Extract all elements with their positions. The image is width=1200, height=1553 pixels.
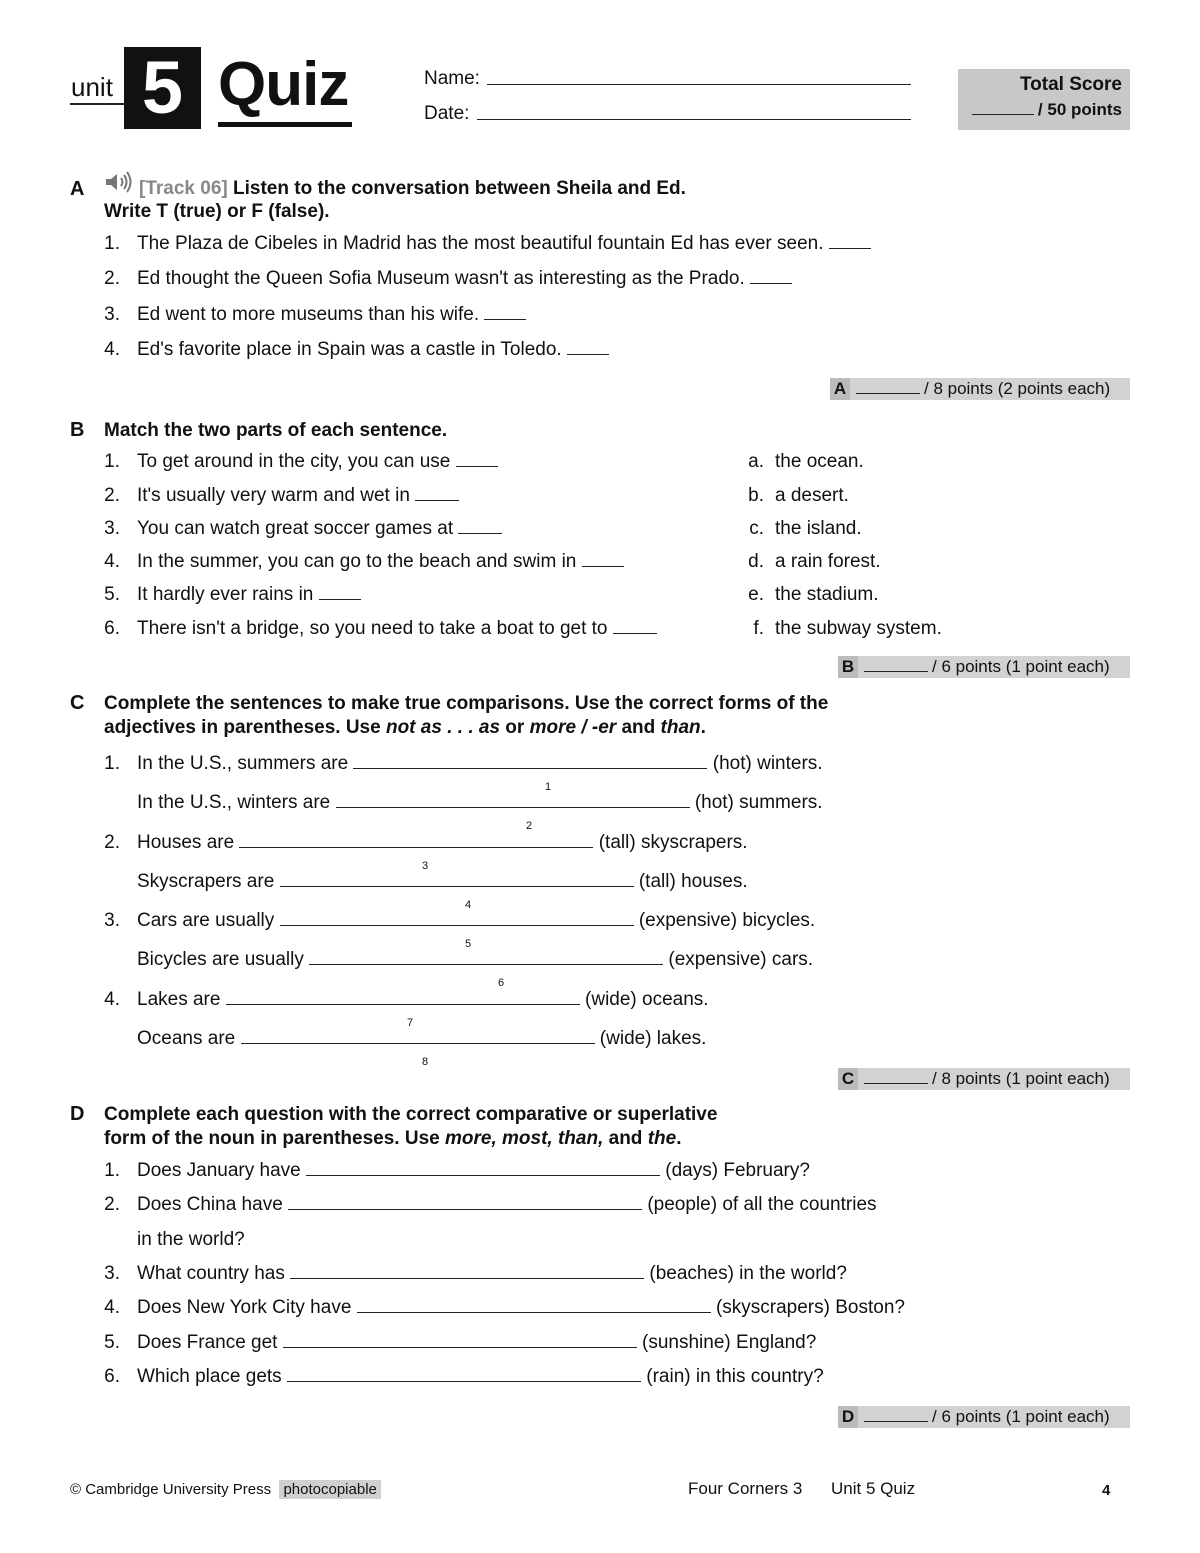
item-start: What country has <box>137 1263 285 1284</box>
answer-blank[interactable] <box>456 452 498 467</box>
date-field[interactable] <box>477 119 911 120</box>
section-d-score-input[interactable] <box>864 1409 928 1422</box>
section-a-instruction: [Track 06] Listen to the conversation between Sheila and Ed. <box>139 178 686 199</box>
total-score-points: / 50 points <box>972 100 1122 120</box>
match-option: the subway system. <box>775 618 942 639</box>
answer-blank[interactable] <box>309 950 663 965</box>
option-letter: e. <box>748 584 764 605</box>
item-text: It hardly ever rains in <box>137 584 314 605</box>
footer-quiz: Unit 5 Quiz <box>831 1479 916 1498</box>
item-number: 6. <box>104 1366 120 1387</box>
true-false-item <box>137 339 609 361</box>
option-letter: b. <box>748 485 764 506</box>
item-number: 4. <box>104 339 120 360</box>
answer-blank[interactable] <box>319 585 361 600</box>
item-start: Oceans are <box>137 1028 236 1049</box>
quiz-underline <box>218 122 352 127</box>
comparison-item <box>137 792 823 814</box>
section-c-instruction: Complete the sentences to make true comparisons. Use the correct forms of the <box>104 693 829 714</box>
item-text: Ed thought the Queen Sofia Museum wasn't as interesting as the Prado. <box>137 268 745 289</box>
name-field[interactable] <box>487 84 911 85</box>
blank-subscript: 2 <box>526 820 533 832</box>
answer-blank[interactable] <box>567 340 609 355</box>
question-item <box>137 1366 824 1388</box>
item-start: Does January have <box>137 1160 301 1181</box>
section-b-instruction: Match the two parts of each sentence. <box>104 420 448 441</box>
item-start: Which place gets <box>137 1366 282 1387</box>
answer-blank[interactable] <box>226 990 580 1005</box>
answer-blank[interactable] <box>241 1029 595 1044</box>
match-option: a desert. <box>775 485 849 506</box>
question-item <box>137 1297 905 1319</box>
answer-blank[interactable] <box>288 1195 642 1210</box>
blank-subscript: 6 <box>498 977 505 989</box>
answer-blank[interactable] <box>353 754 707 769</box>
item-start: In the U.S., winters are <box>137 792 331 813</box>
match-item <box>137 584 361 606</box>
item-text: To get around in the city, you can use <box>137 451 451 472</box>
comparison-item <box>137 989 709 1011</box>
comparison-item <box>137 871 748 893</box>
footer-copyright: © Cambridge University Press photocopiable <box>70 1481 381 1498</box>
answer-blank[interactable] <box>283 1333 637 1348</box>
answer-blank[interactable] <box>336 793 690 808</box>
answer-blank[interactable] <box>280 872 634 887</box>
answer-blank[interactable] <box>750 269 792 284</box>
item-number: 4. <box>104 989 120 1010</box>
item-end: (expensive) cars. <box>668 949 814 970</box>
section-b-score: B / 6 points (1 point each) <box>838 656 1130 678</box>
comparison-item <box>137 832 748 854</box>
section-d-letter: D <box>70 1103 85 1125</box>
item-start: Does France get <box>137 1332 278 1353</box>
comparison-item <box>137 753 823 775</box>
name-label: Name: <box>424 68 480 89</box>
item-end: (hot) winters. <box>712 753 823 774</box>
item-end: (wide) lakes. <box>599 1028 707 1049</box>
question-item <box>137 1332 816 1354</box>
item-text: There isn't a bridge, so you need to take a boat to get to <box>137 618 608 639</box>
unit-underline <box>70 103 126 105</box>
item-start: Lakes are <box>137 989 221 1010</box>
true-false-item <box>137 268 792 290</box>
comparison-item <box>137 949 813 971</box>
section-b-letter: B <box>70 419 85 441</box>
match-option: the ocean. <box>775 451 864 472</box>
match-item <box>137 518 502 540</box>
answer-blank[interactable] <box>290 1264 644 1279</box>
item-number: 3. <box>104 518 120 539</box>
item-text: The Plaza de Cibeles in Madrid has the most beautiful fountain Ed has ever seen. <box>137 233 824 254</box>
answer-blank[interactable] <box>613 619 657 634</box>
answer-blank[interactable] <box>484 305 526 320</box>
photocopiable-badge: photocopiable <box>279 1480 380 1499</box>
blank-subscript: 3 <box>422 860 429 872</box>
answer-blank[interactable] <box>582 552 624 567</box>
item-number: 1. <box>104 1160 120 1181</box>
section-d-instruction-2: form of the noun in parentheses. Use more, most, than, and the. <box>104 1128 682 1149</box>
section-a-score: A / 8 points (2 points each) <box>830 378 1130 400</box>
comparison-item <box>137 910 815 932</box>
item-number: 3. <box>104 304 120 325</box>
answer-blank[interactable] <box>287 1367 641 1382</box>
option-letter: f. <box>753 618 764 639</box>
section-c-instruction-2: adjectives in parentheses. Use not as . . . as or more / -er and than. <box>104 717 706 738</box>
option-letter: c. <box>749 518 764 539</box>
date-label: Date: <box>424 103 470 124</box>
item-text: Ed went to more museums than his wife. <box>137 304 480 325</box>
item-end: (tall) skyscrapers. <box>598 832 748 853</box>
item-number: 6. <box>104 618 120 639</box>
answer-blank[interactable] <box>458 519 502 534</box>
item-text: Ed's favorite place in Spain was a castle in Toledo. <box>137 339 562 360</box>
match-option: the island. <box>775 518 862 539</box>
blank-subscript: 7 <box>407 1017 414 1029</box>
section-c-score: C / 8 points (1 point each) <box>838 1068 1130 1090</box>
section-a-letter: A <box>70 178 85 200</box>
answer-blank[interactable] <box>357 1298 711 1313</box>
item-text: In the summer, you can go to the beach and swim in <box>137 551 577 572</box>
item-number: 5. <box>104 1332 120 1353</box>
item-number: 2. <box>104 832 120 853</box>
item-number: 1. <box>104 753 120 774</box>
item-end: (rain) in this country? <box>646 1366 824 1387</box>
item-text: You can watch great soccer games at <box>137 518 454 539</box>
item-end: (days) February? <box>665 1160 810 1181</box>
item-start: Does New York City have <box>137 1297 352 1318</box>
item-start: Cars are usually <box>137 910 275 931</box>
blank-subscript: 4 <box>465 899 472 911</box>
blank-subscript: 1 <box>545 781 552 793</box>
blank-subscript: 8 <box>422 1056 429 1068</box>
match-option: the stadium. <box>775 584 879 605</box>
item-end: (beaches) in the world? <box>649 1263 847 1284</box>
item-end: (sunshine) England? <box>642 1332 817 1353</box>
item-number: 4. <box>104 551 120 572</box>
question-item <box>137 1194 877 1216</box>
question-item <box>137 1160 810 1182</box>
question-item <box>137 1229 245 1251</box>
page-number: 4 <box>1102 1482 1111 1499</box>
footer-book: Four Corners 3 <box>688 1479 803 1498</box>
answer-blank[interactable] <box>829 234 871 249</box>
item-number: 1. <box>104 451 120 472</box>
match-item <box>137 618 657 640</box>
total-score-box <box>958 69 1130 130</box>
item-number: 2. <box>104 268 120 289</box>
answer-blank[interactable] <box>239 833 593 848</box>
question-item <box>137 1263 847 1285</box>
item-number: 2. <box>104 485 120 506</box>
total-score-input[interactable] <box>972 100 1034 115</box>
item-end: (expensive) bicycles. <box>638 910 816 931</box>
blank-subscript: 5 <box>465 938 472 950</box>
true-false-item <box>137 304 526 326</box>
match-item <box>137 551 624 573</box>
item-number: 1. <box>104 233 120 254</box>
item-end: (hot) summers. <box>694 792 823 813</box>
item-number: 2. <box>104 1194 120 1215</box>
item-number: 5. <box>104 584 120 605</box>
section-c-letter: C <box>70 692 85 714</box>
unit-label: unit <box>71 72 113 102</box>
item-number: 3. <box>104 1263 120 1284</box>
item-number: 3. <box>104 910 120 931</box>
match-item <box>137 485 459 507</box>
item-start: Skyscrapers are <box>137 871 275 892</box>
item-start: In the U.S., summers are <box>137 753 349 774</box>
true-false-item <box>137 233 871 255</box>
item-end: (people) of all the countries <box>647 1194 877 1215</box>
answer-blank[interactable] <box>415 486 459 501</box>
unit-number-badge: 5 <box>124 47 201 129</box>
total-score-label: Total Score <box>1019 74 1122 95</box>
match-item <box>137 451 498 473</box>
answer-blank[interactable] <box>306 1161 660 1176</box>
section-c-score-input[interactable] <box>864 1071 928 1084</box>
section-a-score-input[interactable] <box>856 381 920 394</box>
section-a-instruction-2: Write T (true) or F (false). <box>104 201 330 222</box>
section-d-score: D / 6 points (1 point each) <box>838 1406 1130 1428</box>
match-option: a rain forest. <box>775 551 881 572</box>
comparison-item <box>137 1028 706 1050</box>
speaker-icon[interactable] <box>104 170 134 199</box>
section-d-instruction: Complete each question with the correct comparative or superlative <box>104 1104 718 1125</box>
item-end: (tall) houses. <box>638 871 748 892</box>
item-end: (skyscrapers) Boston? <box>715 1297 905 1318</box>
quiz-title: Quiz <box>218 50 349 119</box>
answer-blank[interactable] <box>280 911 634 926</box>
item-start: in the world? <box>137 1229 245 1250</box>
option-letter: d. <box>748 551 764 572</box>
option-letter: a. <box>748 451 764 472</box>
item-number: 4. <box>104 1297 120 1318</box>
item-text: It's usually very warm and wet in <box>137 485 410 506</box>
item-start: Bicycles are usually <box>137 949 304 970</box>
item-start: Houses are <box>137 832 235 853</box>
item-start: Does China have <box>137 1194 283 1215</box>
section-b-score-input[interactable] <box>864 659 928 672</box>
item-end: (wide) oceans. <box>585 989 709 1010</box>
